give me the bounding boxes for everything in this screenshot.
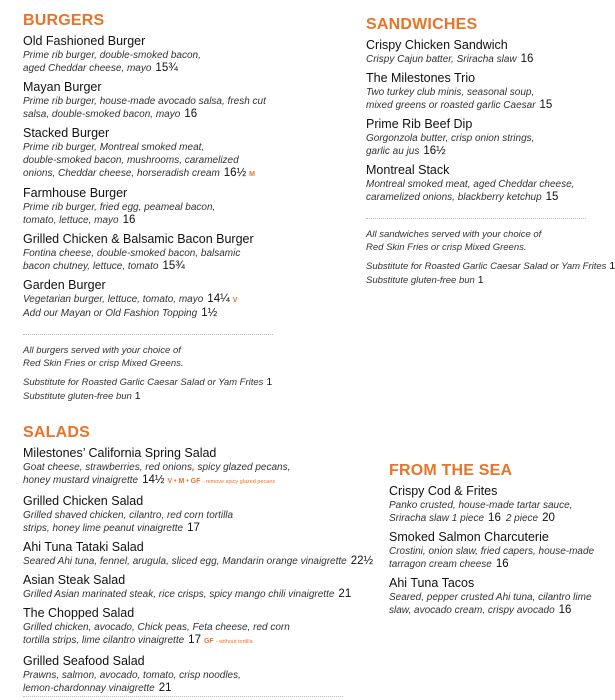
description-text: Grilled shaved chicken, cilantro, red corn tortilla <box>23 510 234 521</box>
item-description <box>23 293 273 307</box>
description-text: lemon-chardonnay vinaigrette <box>23 683 155 694</box>
section-title: FROM THE SEA <box>389 462 513 479</box>
divider <box>366 218 586 219</box>
served-with-note: All burgers served with your choice of <box>23 345 181 356</box>
item-description <box>23 95 273 108</box>
description-text: Fontina cheese, double-smoked bacon, balsamic <box>23 248 241 259</box>
served-with-note: Red Skin Fries or crisp Mixed Greens. <box>23 357 184 369</box>
substitution-price: 1 <box>134 389 141 402</box>
description-text: aged Cheddar cheese, mayo <box>23 63 152 74</box>
description-text: caramelized onions, blackberry ketchup <box>366 192 542 203</box>
description-text: Vegetarian burger, lettuce, tomato, mayo <box>23 294 204 305</box>
item-name: Ahi Tuna Tacos <box>389 576 475 590</box>
section-title: SALADS <box>23 424 90 441</box>
menu-item <box>23 654 353 695</box>
divider <box>23 334 273 335</box>
item-description <box>389 512 609 525</box>
description-text: Gorgonzola butter, crisp onion strings, <box>366 133 535 144</box>
menu-item <box>389 576 609 617</box>
item-name: The Chopped Salad <box>23 606 135 620</box>
item-name: Milestones’ California Spring Salad <box>23 446 217 460</box>
item-description <box>23 682 353 695</box>
item-name: Grilled Chicken Salad <box>23 494 144 508</box>
item-price: 16 <box>558 604 572 616</box>
item-description <box>389 499 609 512</box>
item-price: 14¼ <box>207 293 230 305</box>
description-text: tortilla strips, lime cilantro vinaigrette <box>23 635 185 646</box>
description-text: Montreal smoked meat, aged Cheddar cheese, <box>366 179 575 190</box>
description-text: tomato, lettuce, mayo <box>23 215 119 226</box>
item-price: 16 <box>520 53 534 65</box>
menu-item <box>366 71 586 112</box>
price-option-label: 2 piece <box>505 513 539 524</box>
description-text: Prime rib burger, fried egg, peameal bacon, <box>23 202 216 213</box>
description-text: slaw, avocado cream, crispy avocado <box>389 605 555 616</box>
menu-item <box>23 606 353 649</box>
item-name: Grilled Chicken & Balsamic Bacon Burger <box>23 232 254 246</box>
dietary-tag: M <box>249 171 256 178</box>
item-price: 15¾ <box>155 62 178 74</box>
substitution-line <box>366 274 586 288</box>
description-text: Goat cheese, strawberries, red onions, spicy glazed pecans, <box>23 462 291 473</box>
item-description <box>23 214 273 227</box>
item-name: Ahi Tuna Tataki Salad <box>23 540 144 554</box>
section-burgers <box>23 12 273 403</box>
item-description <box>23 154 273 167</box>
item-description <box>366 132 586 145</box>
menu-item <box>23 186 273 227</box>
description-text: honey mustard vinaigrette <box>23 475 139 486</box>
section-salads <box>23 424 374 700</box>
description-text: Grilled Asian marinated steak, rice crisps, spicy mango chili vinaigrette <box>23 589 335 600</box>
dietary-tag: V <box>232 297 238 304</box>
description-text: Crostini, onion slaw, fried capers, house-made <box>389 546 595 557</box>
item-price: 16 <box>184 108 198 120</box>
section-sandwiches <box>366 16 615 287</box>
menu-item <box>23 80 273 121</box>
item-name: Smoked Salmon Charcuterie <box>389 530 549 544</box>
description-text: Prime rib burger, double-smoked bacon, <box>23 50 201 61</box>
section-title: SANDWICHES <box>366 16 478 33</box>
served-with-note: Red Skin Fries or crisp Mixed Greens. <box>366 241 527 253</box>
menu-item <box>23 34 273 75</box>
item-price-2: 20 <box>542 512 555 524</box>
item-description <box>389 558 609 571</box>
item-price: 15¾ <box>162 260 185 272</box>
item-price: 16 <box>122 214 136 226</box>
item-name: Asian Steak Salad <box>23 573 126 587</box>
item-price: 16 <box>488 512 501 524</box>
substitution-text: Substitute gluten-free bun <box>366 274 475 286</box>
item-name: Montreal Stack <box>366 163 450 177</box>
item-price: 21 <box>158 682 172 694</box>
served-with-note: All sandwiches served with your choice of <box>366 229 542 240</box>
item-description <box>366 86 586 99</box>
add-on <box>23 307 273 320</box>
item-description <box>23 522 353 535</box>
substitution-text: Substitute for Roasted Garlic Caesar Salad or Yam Frites <box>23 377 264 388</box>
item-description <box>366 178 586 191</box>
item-name: Prime Rib Beef Dip <box>366 117 473 131</box>
substitution-line <box>366 260 615 274</box>
item-price: 21 <box>338 588 352 600</box>
item-description <box>23 474 353 489</box>
item-description <box>366 99 586 112</box>
description-text: tarragon cream cheese <box>389 559 492 570</box>
item-price: 14½ <box>142 474 165 486</box>
item-name: The Milestones Trio <box>366 71 476 85</box>
item-price: 16 <box>495 558 509 570</box>
menu-item <box>366 38 586 66</box>
menu-item <box>23 446 353 489</box>
item-description <box>23 555 374 568</box>
substitution-line <box>23 390 273 404</box>
substitution-text: Substitute for Roasted Garlic Caesar Salad or Yam Frites <box>366 261 607 272</box>
description-text: Prime rib burger, Montreal smoked meat, <box>23 142 205 153</box>
description-text: Grilled chicken, avocado, Chick peas, Feta cheese, red corn <box>23 622 290 633</box>
item-description <box>23 634 353 649</box>
menu-item <box>23 278 273 320</box>
item-name: Crispy Chicken Sandwich <box>366 38 508 52</box>
substitution-line <box>23 376 273 390</box>
description-text: garlic au jus <box>366 146 420 157</box>
item-price: 17 <box>188 634 201 646</box>
item-description <box>389 545 609 558</box>
menu-item <box>23 232 273 273</box>
description-text: Sriracha slaw 1 piece <box>389 513 485 524</box>
item-description <box>23 461 353 474</box>
description-text: Crispy Cajun batter, Sriracha slaw <box>366 54 517 65</box>
divider <box>23 696 343 697</box>
item-description <box>366 191 586 204</box>
item-description <box>389 591 609 604</box>
item-description <box>23 49 273 62</box>
description-text: Prawns, salmon, avocado, tomato, crisp noodles, <box>23 670 241 681</box>
item-description <box>366 145 586 158</box>
menu-item <box>23 494 353 535</box>
item-description <box>23 669 353 682</box>
substitution-text: Substitute gluten-free bun <box>23 390 132 402</box>
item-name: Farmhouse Burger <box>23 186 128 200</box>
item-description <box>23 141 273 154</box>
menu-item <box>389 530 609 571</box>
description-text: salsa, double-smoked bacon, mayo <box>23 109 181 120</box>
item-description <box>389 604 609 617</box>
item-name: Mayan Burger <box>23 80 102 94</box>
section-title: BURGERS <box>23 12 105 29</box>
item-description <box>366 53 586 66</box>
item-description <box>23 260 273 273</box>
description-text: Seared, pepper crusted Ahi tuna, cilantro lime <box>389 592 592 603</box>
description-text: Seared Ahi tuna, fennel, arugula, sliced egg, Mandarin orange vinaigrette <box>23 556 347 567</box>
menu-item <box>366 163 586 204</box>
menu-item <box>23 126 273 181</box>
menu-item <box>389 484 609 525</box>
item-price: 15 <box>545 191 559 203</box>
dietary-note: - remove spicy glazed pecans <box>202 479 276 485</box>
item-price: 16½ <box>223 167 247 179</box>
description-text: Prime rib burger, house-made avocado salsa, fresh cut <box>23 96 266 107</box>
description-text: onions, Cheddar cheese, horseradish cream <box>23 168 220 179</box>
add-on-text: Add our Mayan or Old Fashion Topping <box>23 308 198 319</box>
description-text: bacon chutney, lettuce, tomato <box>23 261 159 272</box>
menu-item <box>366 117 586 158</box>
description-text: double-smoked bacon, mushrooms, caramelized <box>23 155 239 166</box>
description-text: Panko crusted, house-made tartar sauce, <box>389 500 573 511</box>
description-text: strips, honey lime peanut vinaigrette <box>23 523 184 534</box>
item-description <box>23 621 353 634</box>
description-text: Two turkey club minis, seasonal soup, <box>366 87 535 98</box>
item-name: Crispy Cod & Frites <box>389 484 498 498</box>
item-name: Grilled Seafood Salad <box>23 654 145 668</box>
substitution-price: 1 <box>477 273 484 286</box>
item-name: Old Fashioned Burger <box>23 34 146 48</box>
description-text: mixed greens or roasted garlic Caesar <box>366 100 536 111</box>
item-name: Garden Burger <box>23 278 106 292</box>
item-description <box>23 62 273 75</box>
dietary-tag: GF <box>203 638 214 645</box>
item-description <box>23 167 273 181</box>
item-name: Stacked Burger <box>23 126 110 140</box>
menu-item <box>23 573 353 601</box>
item-description <box>23 588 353 601</box>
item-description <box>23 509 353 522</box>
item-price: 16½ <box>423 145 446 157</box>
substitution-price: 1 <box>266 376 273 388</box>
item-price: 15 <box>539 99 553 111</box>
item-price: 17 <box>187 522 200 534</box>
section-from-the-sea <box>389 462 609 622</box>
menu-item <box>23 540 374 568</box>
item-description <box>23 247 273 260</box>
add-on-price: 1½ <box>201 307 218 319</box>
item-price: 22½ <box>350 555 374 567</box>
dietary-tag: V • M • GF <box>167 478 201 485</box>
dietary-note: - without tortilla <box>215 639 253 645</box>
item-description <box>23 201 273 214</box>
item-description <box>23 108 273 121</box>
substitution-price: 1 <box>609 260 615 272</box>
